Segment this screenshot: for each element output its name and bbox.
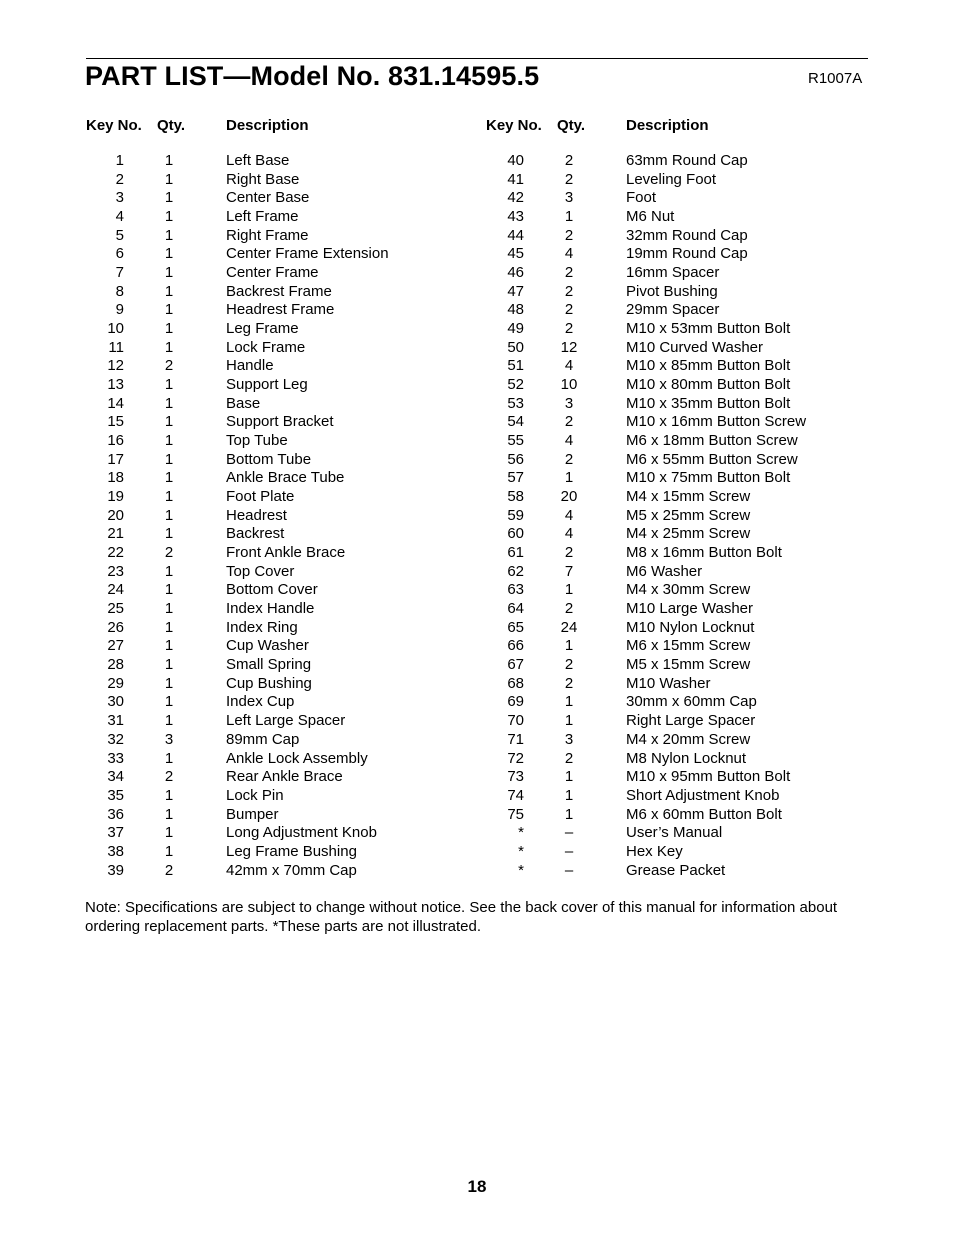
description-cell: Cup Washer bbox=[226, 637, 309, 655]
qty-cell: 10 bbox=[560, 376, 578, 394]
qty-cell: 2 bbox=[164, 768, 174, 786]
qty-cell: 1 bbox=[164, 637, 174, 655]
qty-cell: 1 bbox=[564, 637, 574, 655]
qty-cell: 1 bbox=[564, 469, 574, 487]
description-cell: M10 Large Washer bbox=[626, 600, 754, 618]
qty-cell: 4 bbox=[564, 432, 574, 450]
description-cell: Backrest Frame bbox=[226, 282, 332, 300]
qty-cell: 1 bbox=[164, 618, 174, 636]
description-cell: Foot bbox=[626, 189, 657, 207]
description-cell: Leveling Foot bbox=[626, 170, 717, 188]
description-cell: Top Tube bbox=[226, 432, 288, 450]
qty-cell: 1 bbox=[164, 450, 174, 468]
qty-cell: 20 bbox=[560, 488, 578, 506]
description-cell: M10 x 80mm Button Bolt bbox=[626, 376, 791, 394]
key-no-cell: 47 bbox=[507, 282, 524, 300]
key-no-cell: 53 bbox=[507, 394, 524, 412]
description-cell: Top Cover bbox=[226, 562, 295, 580]
key-no-cell: 67 bbox=[507, 656, 524, 674]
key-no-cell: 37 bbox=[107, 824, 124, 842]
qty-cell: 1 bbox=[164, 170, 174, 188]
description-cell: Leg Frame Bushing bbox=[226, 842, 357, 860]
description-cell: Center Base bbox=[226, 189, 310, 207]
qty-cell: 2 bbox=[564, 152, 574, 169]
key-no-cell: 55 bbox=[507, 432, 524, 450]
qty-cell: 1 bbox=[164, 693, 174, 711]
qty-cell: 2 bbox=[164, 357, 174, 375]
qty-cell: 1 bbox=[164, 562, 174, 580]
description-cell: Support Bracket bbox=[226, 413, 334, 431]
description-cell: Index Ring bbox=[226, 618, 298, 636]
key-no-cell: 68 bbox=[507, 674, 524, 692]
description-cell: Ankle Lock Assembly bbox=[226, 749, 368, 767]
key-no-cell: 18 bbox=[107, 469, 124, 487]
qty-cell: 2 bbox=[164, 861, 174, 879]
description-cell: Front Ankle Brace bbox=[226, 544, 346, 562]
description-cell: Hex Key bbox=[626, 842, 683, 860]
key-no-cell: 36 bbox=[107, 805, 124, 823]
description-cell: Base bbox=[226, 394, 261, 412]
qty-cell: 1 bbox=[164, 208, 174, 226]
key-no-cell: 72 bbox=[507, 749, 524, 767]
key-no-cell: 45 bbox=[507, 245, 524, 263]
qty-cell: 1 bbox=[164, 805, 174, 823]
header-key-no-right: Key No. bbox=[486, 117, 542, 134]
qty-cell: 12 bbox=[560, 338, 578, 356]
qty-cell: 2 bbox=[564, 170, 574, 188]
qty-cell: 1 bbox=[164, 189, 174, 207]
header-qty-right: Qty. bbox=[557, 117, 586, 134]
qty-cell: 1 bbox=[164, 824, 174, 842]
key-no-cell: 20 bbox=[107, 506, 124, 524]
description-cell: M4 x 20mm Screw bbox=[626, 730, 751, 748]
description-cell: M10 Curved Washer bbox=[626, 338, 763, 356]
key-no-cell: 23 bbox=[107, 562, 124, 580]
description-cell: Index Cup bbox=[226, 693, 295, 711]
description-cell: M5 x 25mm Screw bbox=[626, 506, 751, 524]
key-no-cell: 74 bbox=[507, 786, 524, 804]
qty-cell: 2 bbox=[564, 413, 574, 431]
key-no-cell: 14 bbox=[107, 394, 124, 412]
key-no-cell: 5 bbox=[115, 226, 124, 244]
description-cell: M4 x 25mm Screw bbox=[626, 525, 751, 543]
qty-cell: 4 bbox=[564, 357, 574, 375]
key-no-cell: 16 bbox=[107, 432, 124, 450]
key-no-cell: 39 bbox=[107, 861, 124, 879]
key-no-cell: 46 bbox=[507, 264, 524, 282]
description-cell: 63mm Round Cap bbox=[626, 152, 748, 169]
key-no-cell: 8 bbox=[115, 282, 124, 300]
key-no-cell: 12 bbox=[107, 357, 124, 375]
description-cell: Center Frame bbox=[226, 264, 319, 282]
key-no-cell: 59 bbox=[507, 506, 524, 524]
qty-cell: 1 bbox=[164, 525, 174, 543]
qty-cell: 1 bbox=[164, 488, 174, 506]
description-cell: Pivot Bushing bbox=[626, 282, 718, 300]
description-cell: M4 x 30mm Screw bbox=[626, 581, 751, 599]
description-cell: Left Frame bbox=[226, 208, 299, 226]
key-no-cell: 54 bbox=[507, 413, 524, 431]
qty-cell: 2 bbox=[564, 544, 574, 562]
key-no-cell: 22 bbox=[107, 544, 124, 562]
key-no-cell: 52 bbox=[507, 376, 524, 394]
qty-cell: 2 bbox=[564, 226, 574, 244]
qty-cell: 1 bbox=[164, 842, 174, 860]
qty-cell: 2 bbox=[564, 450, 574, 468]
key-no-cell: 71 bbox=[507, 730, 524, 748]
description-cell: Foot Plate bbox=[226, 488, 295, 506]
qty-cell: 1 bbox=[164, 413, 174, 431]
description-cell: Center Frame Extension bbox=[226, 245, 389, 263]
key-no-cell: 1 bbox=[115, 152, 124, 169]
key-no-cell: 65 bbox=[507, 618, 524, 636]
description-cell: M10 x 35mm Button Bolt bbox=[626, 394, 791, 412]
description-cell: Bottom Tube bbox=[226, 450, 312, 468]
qty-cell: 3 bbox=[164, 730, 174, 748]
key-no-cell: 44 bbox=[507, 226, 524, 244]
description-cell: M6 Washer bbox=[626, 562, 703, 580]
key-no-cell: 61 bbox=[507, 544, 524, 562]
qty-cell: 1 bbox=[564, 693, 574, 711]
qty-cell: 1 bbox=[164, 656, 174, 674]
description-cell: M6 x 15mm Screw bbox=[626, 637, 751, 655]
qty-cell: 1 bbox=[164, 301, 174, 319]
key-no-cell: 51 bbox=[507, 357, 524, 375]
description-cell: Index Handle bbox=[226, 600, 315, 618]
header-description-right: Description bbox=[626, 117, 709, 134]
description-cell: Support Leg bbox=[226, 376, 308, 394]
key-no-cell: 24 bbox=[107, 581, 124, 599]
header-qty-left: Qty. bbox=[157, 117, 186, 134]
key-no-cell: 13 bbox=[107, 376, 124, 394]
description-cell: M5 x 15mm Screw bbox=[626, 656, 751, 674]
description-cell: M6 x 60mm Button Bolt bbox=[626, 805, 782, 823]
qty-cell: 1 bbox=[164, 226, 174, 244]
qty-cell: 2 bbox=[564, 282, 574, 300]
key-no-cell: 69 bbox=[507, 693, 524, 711]
key-no-cell: 48 bbox=[507, 301, 524, 319]
qty-cell: 24 bbox=[560, 618, 578, 636]
document-code: R1007A bbox=[808, 70, 863, 87]
header-key-no-left: Key No. bbox=[86, 117, 142, 134]
description-cell: M10 x 75mm Button Bolt bbox=[626, 469, 791, 487]
key-no-cell: 7 bbox=[115, 264, 124, 282]
key-no-cell: 2 bbox=[115, 170, 124, 188]
key-no-cell: 33 bbox=[107, 749, 124, 767]
key-no-cell: 63 bbox=[507, 581, 524, 599]
qty-cell: 1 bbox=[164, 152, 174, 169]
description-cell: M8 x 16mm Button Bolt bbox=[626, 544, 782, 562]
description-cell: M4 x 15mm Screw bbox=[626, 488, 751, 506]
key-no-cell: 21 bbox=[107, 525, 124, 543]
qty-cell: 1 bbox=[164, 394, 174, 412]
qty-cell: 1 bbox=[564, 786, 574, 804]
qty-cell: 3 bbox=[564, 189, 574, 207]
qty-cell: – bbox=[564, 842, 574, 860]
description-cell: 29mm Spacer bbox=[626, 301, 720, 319]
key-no-cell: 27 bbox=[107, 637, 124, 655]
key-no-cell: * bbox=[518, 842, 524, 860]
qty-cell: 1 bbox=[164, 282, 174, 300]
description-cell: M8 Nylon Locknut bbox=[626, 749, 747, 767]
key-no-cell: 11 bbox=[108, 338, 124, 356]
description-cell: M10 Nylon Locknut bbox=[626, 618, 755, 636]
key-no-cell: 10 bbox=[107, 320, 124, 338]
qty-cell: 7 bbox=[564, 562, 574, 580]
description-cell: Grease Packet bbox=[626, 861, 726, 879]
key-no-cell: 56 bbox=[507, 450, 524, 468]
description-cell: 89mm Cap bbox=[226, 730, 300, 748]
qty-cell: 1 bbox=[564, 581, 574, 599]
qty-cell: 1 bbox=[164, 264, 174, 282]
qty-cell: 1 bbox=[164, 786, 174, 804]
description-cell: 19mm Round Cap bbox=[626, 245, 748, 263]
qty-cell: 1 bbox=[164, 432, 174, 450]
key-no-cell: 25 bbox=[107, 600, 124, 618]
key-no-cell: 38 bbox=[107, 842, 124, 860]
qty-cell: 1 bbox=[164, 600, 174, 618]
description-cell: Rear Ankle Brace bbox=[226, 768, 343, 786]
key-no-cell: 75 bbox=[507, 805, 524, 823]
qty-cell: 1 bbox=[164, 581, 174, 599]
description-cell: Cup Bushing bbox=[226, 674, 312, 692]
qty-cell: 1 bbox=[164, 245, 174, 263]
qty-cell: 4 bbox=[564, 506, 574, 524]
qty-cell: 1 bbox=[164, 749, 174, 767]
page-number: 18 bbox=[467, 1177, 487, 1196]
description-cell: M10 x 53mm Button Bolt bbox=[626, 320, 791, 338]
description-cell: Right Large Spacer bbox=[626, 712, 756, 730]
qty-cell: 2 bbox=[564, 264, 574, 282]
description-cell: M10 Washer bbox=[626, 674, 711, 692]
key-no-cell: 43 bbox=[507, 208, 524, 226]
description-cell: User’s Manual bbox=[626, 824, 723, 842]
key-no-cell: 49 bbox=[507, 320, 524, 338]
key-no-cell: 15 bbox=[107, 413, 124, 431]
key-no-cell: 17 bbox=[107, 450, 124, 468]
qty-cell: 2 bbox=[564, 320, 574, 338]
qty-cell: 2 bbox=[564, 656, 574, 674]
qty-cell: 1 bbox=[564, 805, 574, 823]
key-no-cell: 41 bbox=[507, 170, 524, 188]
qty-cell: 1 bbox=[564, 208, 574, 226]
description-cell: Short Adjustment Knob bbox=[626, 786, 780, 804]
qty-cell: 3 bbox=[564, 394, 574, 412]
key-no-cell: 6 bbox=[115, 245, 124, 263]
key-no-cell: 9 bbox=[115, 301, 124, 319]
qty-cell: 1 bbox=[164, 712, 174, 730]
description-cell: Long Adjustment Knob bbox=[226, 824, 377, 842]
key-no-cell: 29 bbox=[107, 674, 124, 692]
qty-cell: 1 bbox=[564, 712, 574, 730]
description-cell: Left Large Spacer bbox=[226, 712, 346, 730]
description-cell: Small Spring bbox=[226, 656, 312, 674]
key-no-cell: 58 bbox=[507, 488, 524, 506]
key-no-cell: 4 bbox=[115, 208, 124, 226]
description-cell: Bottom Cover bbox=[226, 581, 318, 599]
key-no-cell: 35 bbox=[107, 786, 124, 804]
qty-cell: 1 bbox=[164, 674, 174, 692]
description-cell: M10 x 85mm Button Bolt bbox=[626, 357, 791, 375]
key-no-cell: 3 bbox=[115, 189, 124, 207]
key-no-cell: 42 bbox=[507, 189, 524, 207]
description-cell: Lock Pin bbox=[226, 786, 284, 804]
key-no-cell: 19 bbox=[107, 488, 124, 506]
key-no-cell: 34 bbox=[107, 768, 124, 786]
description-cell: M6 x 55mm Button Screw bbox=[626, 450, 798, 468]
qty-cell: 3 bbox=[564, 730, 574, 748]
key-no-cell: 32 bbox=[107, 730, 124, 748]
description-cell: Handle bbox=[226, 357, 274, 375]
key-no-cell: 26 bbox=[107, 618, 124, 636]
qty-cell: – bbox=[564, 824, 574, 842]
key-no-cell: 64 bbox=[507, 600, 524, 618]
qty-cell: 1 bbox=[164, 320, 174, 338]
qty-cell: 1 bbox=[164, 376, 174, 394]
description-cell: 42mm x 70mm Cap bbox=[226, 861, 357, 879]
qty-cell: – bbox=[564, 861, 574, 879]
description-cell: Backrest bbox=[226, 525, 285, 543]
qty-cell: 4 bbox=[564, 525, 574, 543]
qty-cell: 2 bbox=[164, 544, 174, 562]
qty-cell: 2 bbox=[564, 600, 574, 618]
description-cell: 32mm Round Cap bbox=[626, 226, 748, 244]
qty-cell: 1 bbox=[164, 338, 174, 356]
qty-cell: 1 bbox=[564, 768, 574, 786]
description-cell: Right Frame bbox=[226, 226, 309, 244]
key-no-cell: 66 bbox=[507, 637, 524, 655]
key-no-cell: 57 bbox=[507, 469, 524, 487]
description-cell: 16mm Spacer bbox=[626, 264, 720, 282]
key-no-cell: 31 bbox=[107, 712, 124, 730]
description-cell: M6 Nut bbox=[626, 208, 675, 226]
header-description-left: Description bbox=[226, 117, 309, 134]
description-cell: Headrest Frame bbox=[226, 301, 335, 319]
note-text: Note: Specifications are subject to change without notice. See the back cover of this manual for information about ordering replacement parts. *These parts are not illustrated. bbox=[85, 899, 838, 935]
key-no-cell: 50 bbox=[507, 338, 524, 356]
description-cell: Leg Frame bbox=[226, 320, 299, 338]
description-cell: M10 x 95mm Button Bolt bbox=[626, 768, 791, 786]
qty-cell: 2 bbox=[564, 301, 574, 319]
description-cell: Headrest bbox=[226, 506, 287, 524]
key-no-cell: * bbox=[518, 861, 524, 879]
description-cell: Bumper bbox=[226, 805, 279, 823]
qty-cell: 2 bbox=[564, 674, 574, 692]
key-no-cell: 60 bbox=[507, 525, 524, 543]
key-no-cell: 62 bbox=[507, 562, 524, 580]
description-cell: 30mm x 60mm Cap bbox=[626, 693, 757, 711]
qty-cell: 1 bbox=[164, 469, 174, 487]
key-no-cell: 70 bbox=[507, 712, 524, 730]
key-no-cell: 73 bbox=[507, 768, 524, 786]
key-no-cell: 40 bbox=[507, 152, 524, 169]
key-no-cell: * bbox=[518, 824, 524, 842]
description-cell: M10 x 16mm Button Screw bbox=[626, 413, 807, 431]
description-cell: Left Base bbox=[226, 152, 290, 169]
qty-cell: 2 bbox=[564, 749, 574, 767]
qty-cell: 1 bbox=[164, 506, 174, 524]
page-title: PART LIST—Model No. 831.14595.5 bbox=[85, 61, 540, 91]
description-cell: Lock Frame bbox=[226, 338, 306, 356]
qty-cell: 4 bbox=[564, 245, 574, 263]
description-cell: Right Base bbox=[226, 170, 300, 188]
key-no-cell: 30 bbox=[107, 693, 124, 711]
description-cell: Ankle Brace Tube bbox=[226, 469, 345, 487]
key-no-cell: 28 bbox=[107, 656, 124, 674]
description-cell: M6 x 18mm Button Screw bbox=[626, 432, 798, 450]
